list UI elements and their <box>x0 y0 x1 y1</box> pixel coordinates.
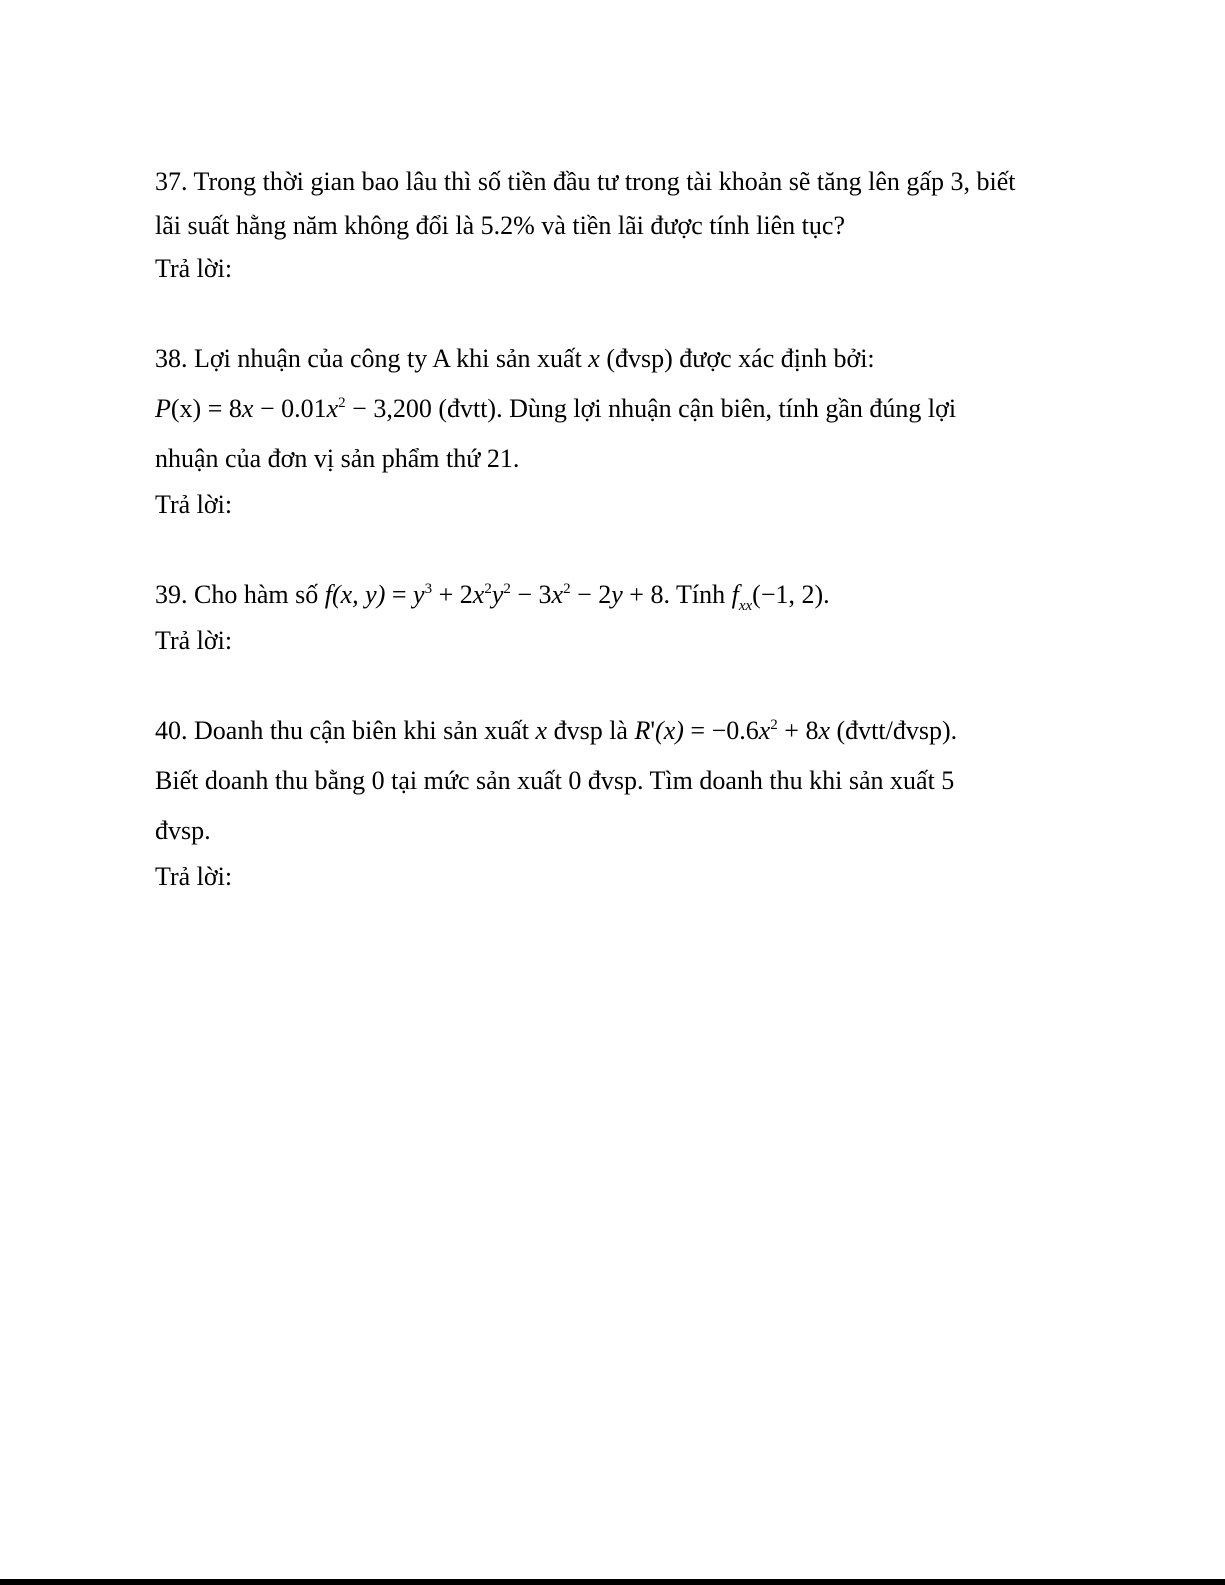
question-37-value-3: 3 <box>950 167 964 196</box>
question-40-text-1: Doanh thu cận biên khi sản xuất <box>194 716 530 745</box>
tinh-text: . Tính <box>663 580 726 609</box>
formula-x1: x <box>241 394 254 423</box>
question-38-answer-label: Trả lời: <box>155 490 233 519</box>
plus-8: + 8 <box>622 580 664 609</box>
profit-formula <box>155 394 432 423</box>
formula-exp: 2 <box>338 395 346 411</box>
question-37-number: 37. <box>155 167 188 196</box>
sub-xx: xx <box>738 598 753 614</box>
question-37 <box>155 160 1075 290</box>
f2-args: (−1, 2) <box>752 580 824 609</box>
formula-p-arg: (x) <box>170 394 202 423</box>
question-38-line-3: nhuận của đơn vị sản phẩm thứ 21. <box>155 444 520 473</box>
r-prime: ' <box>650 716 656 745</box>
r-eq: = −0.6 <box>683 716 759 745</box>
question-39-line-1 <box>155 570 1075 620</box>
question-40-text-2a: Biết doanh thu bằng <box>155 766 366 795</box>
exp-2b: 2 <box>503 581 511 597</box>
bottom-border <box>0 1579 1225 1585</box>
question-37-text-1-end: , biết <box>963 167 1016 196</box>
question-38-text-2-end: (đvtt). Dùng lợi nhuận cận biên, tính gần đúng lợi <box>438 394 957 423</box>
question-40-value-0a: 0 <box>371 766 385 795</box>
question-40-text-1-mid: đvsp là <box>553 716 628 745</box>
question-40-value-5: 5 <box>941 766 955 795</box>
question-40-var-x: x <box>535 716 548 745</box>
question-38-text-1: Lợi nhuận của công ty A khi sản xuất <box>194 344 582 373</box>
question-39-number: 39. <box>155 580 188 609</box>
f2-name: f <box>731 580 739 609</box>
question-39 <box>155 570 1075 662</box>
question-38-number: 38. <box>155 344 188 373</box>
question-40-answer-label: Trả lời: <box>155 862 233 891</box>
term-x-c: x <box>551 580 564 609</box>
question-38-text-1-end: (đvsp) được xác định bởi: <box>606 344 875 373</box>
question-38-line-1 <box>155 334 1075 384</box>
partial-derivative <box>731 580 830 614</box>
function-formula <box>325 580 664 609</box>
r-arg: (x) <box>655 716 684 745</box>
question-list <box>155 160 1075 942</box>
question-37-text-2-end: và tiền lãi được tính liên tục? <box>541 211 845 240</box>
f-name: f <box>324 580 332 609</box>
exp-3: 3 <box>424 581 433 597</box>
minus-3: − 3 <box>510 580 552 609</box>
question-39-text-1: Cho hàm số <box>194 580 319 609</box>
f-args: (x, y) <box>331 580 386 609</box>
question-37-rate: 5.2% <box>480 211 535 240</box>
question-40-text-2c: đvsp. Tìm doanh thu khi sản xuất <box>587 766 935 795</box>
question-40-line-1 <box>155 706 1075 756</box>
question-38-var-x: x <box>588 344 600 373</box>
r-name: R <box>634 716 651 745</box>
term-y: y <box>413 580 425 609</box>
formula-tail: − 3,200 <box>345 394 432 423</box>
f-eq: = <box>385 580 414 609</box>
question-37-text-2: lãi suất hằng năm không đổi là <box>155 211 475 240</box>
term-y-d: y <box>611 580 623 609</box>
question-40-line-2 <box>155 756 1075 806</box>
term-y-b: y <box>491 580 504 609</box>
minus-2: − 2 <box>570 580 612 609</box>
exp-2c: 2 <box>563 581 571 597</box>
r-x2: x <box>818 716 830 745</box>
question-40 <box>155 706 1075 898</box>
question-40-text-1-end: (đvtt/đvsp). <box>836 716 958 745</box>
question-37-answer-label: Trả lời: <box>155 254 233 283</box>
question-39-answer-label: Trả lời: <box>155 626 233 655</box>
question-40-number: 40. <box>155 716 188 745</box>
formula-mid: − 0.01 <box>253 394 327 423</box>
revenue-formula <box>634 716 830 745</box>
formula-eq: = 8 <box>201 394 242 423</box>
r-plus: + 8 <box>777 716 819 745</box>
question-37-text-1: Trong thời gian bao lâu thì số tiền đầu tư trong tài khoản sẽ tăng lên gấp <box>193 167 944 196</box>
formula-x2: x <box>326 394 339 423</box>
question-40-line-3: đvsp. <box>155 816 211 845</box>
question-38 <box>155 334 1075 526</box>
f2-end: . <box>823 580 830 609</box>
exp-2a: 2 <box>484 581 492 597</box>
term-x-a: x <box>472 580 485 609</box>
plus-2: + 2 <box>432 580 473 609</box>
r-exp: 2 <box>770 717 778 733</box>
question-37-line-2 <box>155 204 1075 248</box>
formula-p: P <box>155 394 171 423</box>
question-40-value-0b: 0 <box>568 766 582 795</box>
question-38-line-2 <box>155 384 1075 434</box>
question-37-line-1 <box>155 160 1075 204</box>
question-40-text-2b: tại mức sản xuất <box>391 766 562 795</box>
r-x: x <box>758 716 771 745</box>
